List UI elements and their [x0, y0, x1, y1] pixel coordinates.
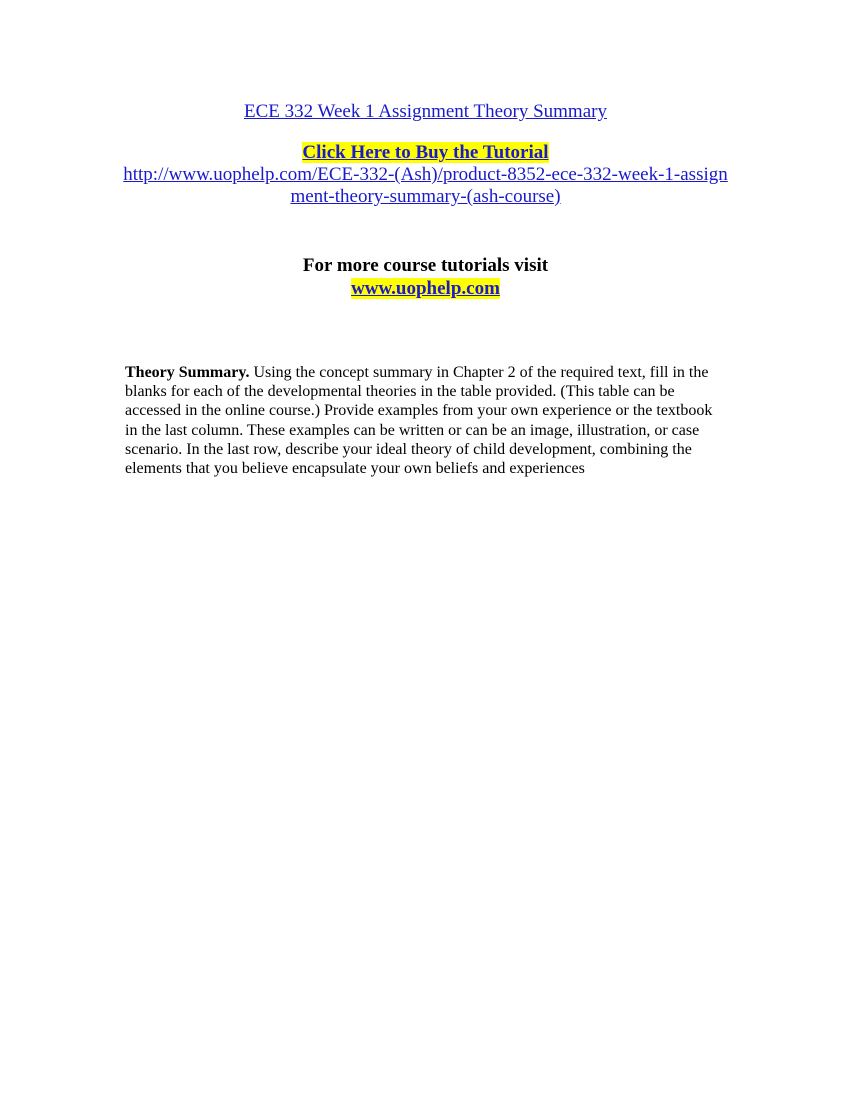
product-url-link[interactable]: http://www.uophelp.com/ECE-332-(Ash)/product-8352-ece-332-week-1-assignment-theory-summary-(ash-course) — [123, 164, 728, 207]
more-tutorials-text: For more course tutorials visit — [302, 255, 549, 276]
body-heading: Theory Summary. — [125, 364, 250, 381]
body-text: Using the concept summary in Chapter 2 of the required text, fill in the blanks for each of the developmental theories in the table provided. (This table can be accessed in the online course.) Provide examples from your own experience or the textbook in the last column. These examples can be written or can be an image, illustration, or case scenario. In the last row, describe your ideal theory of child development, combining the elements that you believe encapsulate your own beliefs and experiences — [125, 364, 713, 478]
more-tutorials-block — [120, 254, 731, 300]
buy-tutorial-link[interactable]: Click Here to Buy the Tutorial — [302, 142, 549, 163]
site-link[interactable]: www.uophelp.com — [351, 278, 500, 299]
title-block — [120, 100, 731, 124]
title-link[interactable]: ECE 332 Week 1 Assignment Theory Summary — [244, 101, 607, 122]
theory-summary-paragraph — [125, 363, 728, 478]
buy-block — [120, 141, 731, 208]
